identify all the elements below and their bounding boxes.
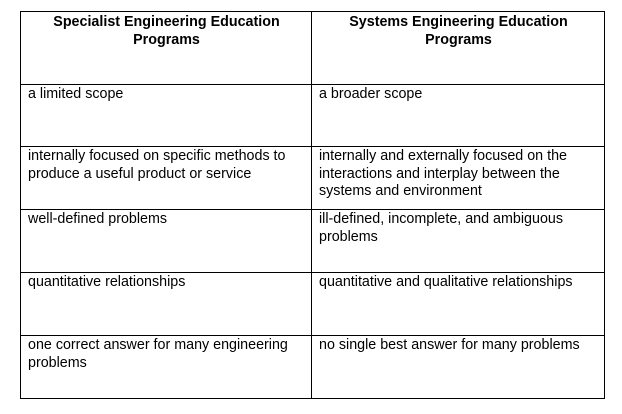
header-row: [21, 12, 605, 85]
header-specialist: Specialist Engineering Education Programs: [21, 12, 312, 85]
table-row: [21, 85, 605, 147]
table-row: [21, 336, 605, 399]
systems-cell: a broader scope: [312, 85, 605, 147]
table-row: [21, 273, 605, 336]
table-row: [21, 210, 605, 273]
specialist-cell: quantitative relationships: [21, 273, 312, 336]
specialist-cell: one correct answer for many engineering problems: [21, 336, 312, 399]
table-row: [21, 147, 605, 210]
systems-cell: ill-defined, incomplete, and ambiguous problems: [312, 210, 605, 273]
systems-cell: no single best answer for many problems: [312, 336, 605, 399]
systems-cell: internally and externally focused on the interactions and interplay between the systems and environment: [312, 147, 605, 210]
comparison-table: [20, 11, 605, 399]
specialist-cell: a limited scope: [21, 85, 312, 147]
systems-cell: quantitative and qualitative relationships: [312, 273, 605, 336]
header-systems: Systems Engineering Education Programs: [312, 12, 605, 85]
specialist-cell: internally focused on specific methods to produce a useful product or service: [21, 147, 312, 210]
specialist-cell: well-defined problems: [21, 210, 312, 273]
